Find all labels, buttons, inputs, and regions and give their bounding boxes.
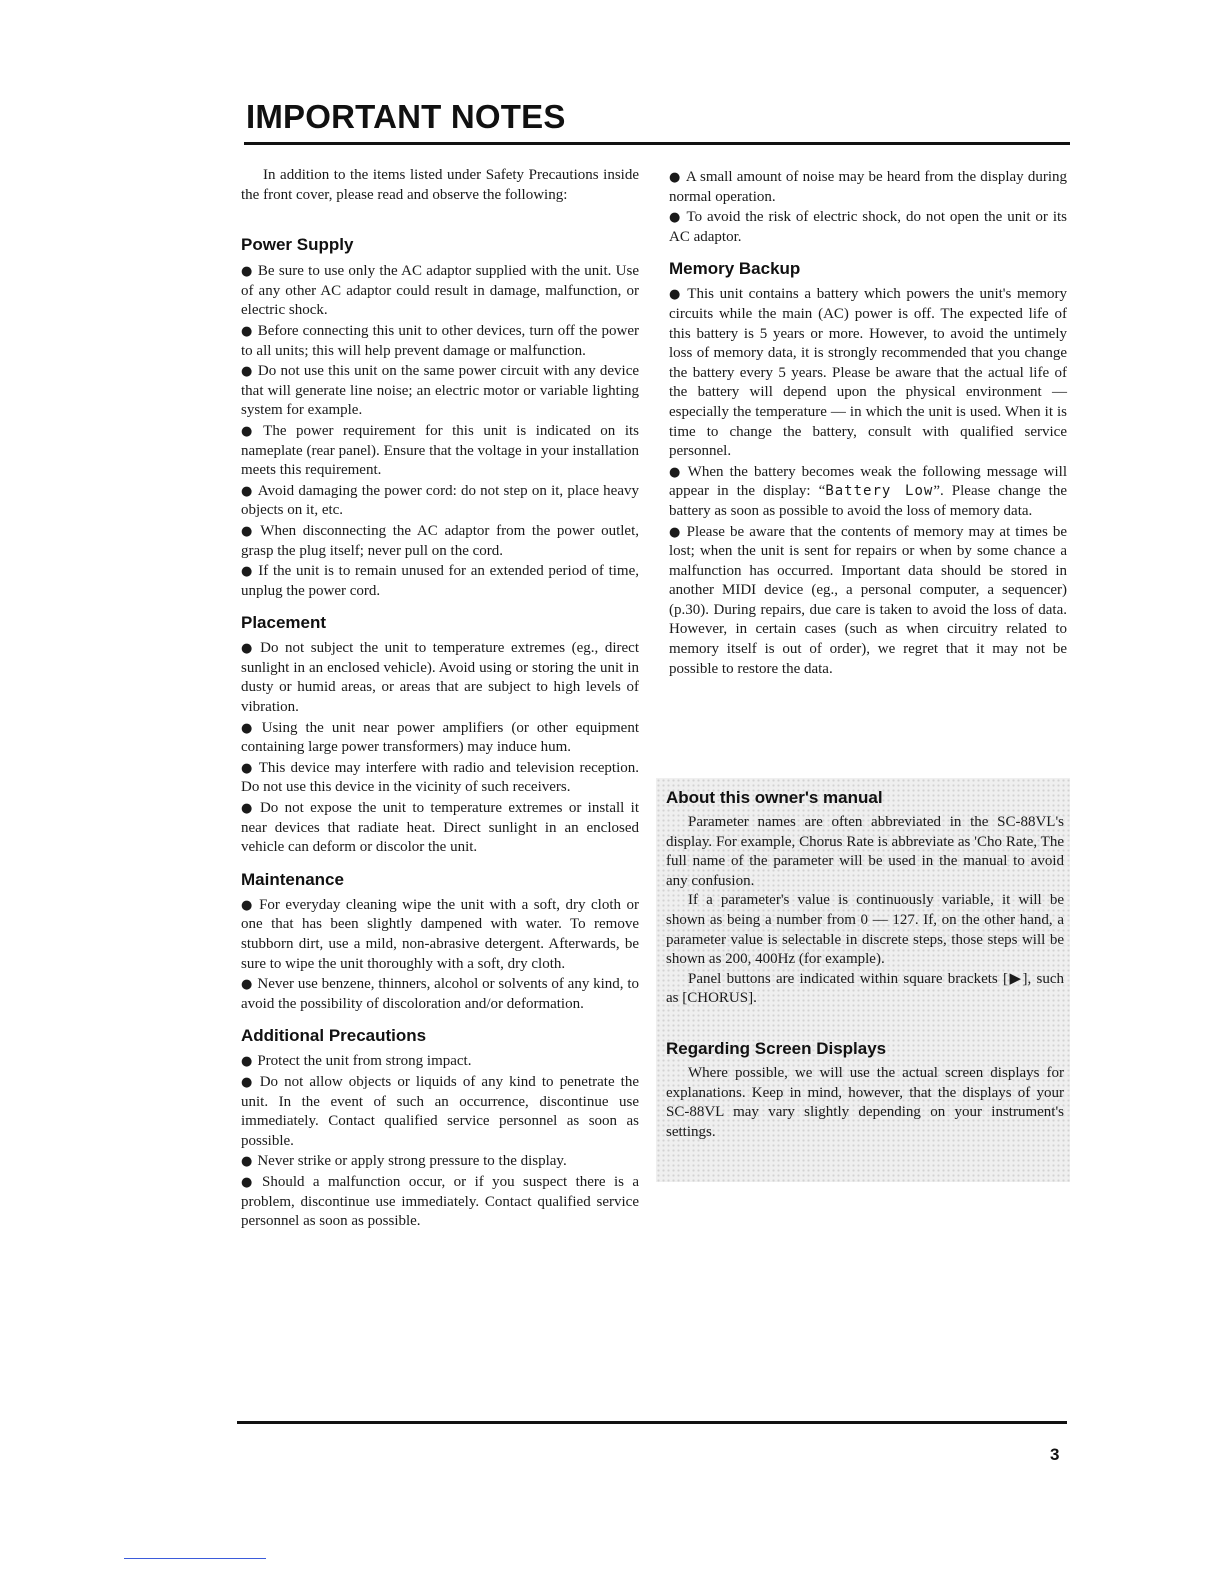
list-item: ● For everyday cleaning wipe the unit with a soft, dry cloth or one that has been slightly dampened with water. To remove stubborn dirt, use a mild, non-abrasive detergent. Afterwards, be sure to wipe the unit thoroughly with a soft, dry cloth. xyxy=(241,896,639,972)
list-item: ● Do not expose the unit to temperature extremes or install it near devices that radiate heat. Direct sunlight in an enclosed vehicle can deform or discolor the unit. xyxy=(241,800,640,856)
bullet-icon: ● xyxy=(241,1074,255,1090)
about-manual-heading: About this owner's manual xyxy=(666,788,883,807)
bullet-icon: ● xyxy=(669,210,682,226)
bullet-icon: ● xyxy=(241,264,253,280)
additional-precautions-heading: Additional Precautions xyxy=(241,1026,427,1046)
right-column xyxy=(669,168,1067,680)
bullet-icon: ● xyxy=(241,977,253,993)
bullet-icon: ● xyxy=(241,1174,257,1190)
list-item: ● This unit contains a battery which powers the unit's memory circuits while the main (AC) power is off. The expected life of this battery is 5 years or more. However, to avoid the untimely loss of memory data, it is strongly recommended that you change the battery every 5 years. Please be aware that the actual life of the battery will depend upon the physical environment — especially the temperature — in which the unit is used. When it is time to change the battery, consult with qualified service personnel. xyxy=(669,286,1068,460)
bullet-icon: ● xyxy=(241,323,253,339)
placement-list xyxy=(241,639,639,858)
placement-heading: Placement xyxy=(241,613,327,633)
screen-displays-heading: Regarding Screen Displays xyxy=(666,1038,887,1058)
about-manual-paragraph: If a parameter's value is continuously variable, it will be shown as being a number from 0 — 127. If, on the other hand, a parameter value is selectable in discrete steps, those steps will be shown as 200, 400Hz (for example). xyxy=(666,892,1064,968)
list-item: ● Using the unit near power amplifiers (or other equipment containing large power transformers) may induce hum. xyxy=(241,719,639,756)
list-item: ● When disconnecting the AC adaptor from the power outlet, grasp the plug itself; never pull on the cord. xyxy=(241,522,640,559)
list-item: ● Never use benzene, thinners, alcohol or solvents of any kind, to avoid the possibility of discoloration and/or deformation. xyxy=(241,976,639,1012)
list-item: ● Avoid damaging the power cord: do not step on it, place heavy objects on it, etc. xyxy=(241,482,639,519)
list-item: ● To avoid the risk of electric shock, do not open the unit or its AC adaptor. xyxy=(669,209,1067,245)
display-notes-list xyxy=(669,168,1067,247)
power-supply-heading: Power Supply xyxy=(241,235,354,255)
list-item: ● The power requirement for this unit is indicated on its nameplate (rear panel). Ensure that the voltage in your installation meets this requirement. xyxy=(241,422,640,479)
bullet-icon: ● xyxy=(669,170,681,185)
list-item: ● Do not allow objects or liquids of any kind to penetrate the unit. In the event of such an occurrence, discontinue use immediately. Contact qualified service personnel as soon as possible. xyxy=(241,1073,640,1149)
manual-info-content xyxy=(666,788,1064,1142)
list-item: ● Do not use this unit on the same power circuit with any device that will generate line noise; an electric motor or variable lighting system for example. xyxy=(241,363,640,419)
about-manual-paragraph: Panel buttons are indicated within square brackets [▶], such as [CHORUS]. xyxy=(666,970,1064,1007)
memory-backup-list xyxy=(669,285,1067,679)
bullet-icon: ● xyxy=(241,760,254,776)
page-number: 3 xyxy=(1050,1445,1060,1464)
intro-paragraph: In addition to the items listed under Safety Precautions inside the front cover, please read and observe the following: xyxy=(241,167,639,203)
list-item: ● Before connecting this unit to other devices, turn off the power to all units; this will help prevent damage or malfunction. xyxy=(241,322,639,359)
bullet-icon: ● xyxy=(241,720,257,736)
bullet-icon: ● xyxy=(241,423,259,439)
list-item: ● Do not subject the unit to temperature extremes (eg., direct sunlight in an enclosed vehicle). Avoid using or storing the unit in dusty or humid areas, or areas that are subject to high levels of vibration. xyxy=(241,640,639,716)
list-item: ● If the unit is to remain unused for an extended period of time, unplug the power cord. xyxy=(241,563,639,599)
footer-rule xyxy=(237,1421,1067,1424)
bullet-icon: ● xyxy=(241,364,253,380)
page-title: IMPORTANT NOTES xyxy=(246,98,566,135)
bullet-icon: ● xyxy=(669,464,683,480)
bullet-icon: ● xyxy=(669,524,682,540)
memory-backup-heading: Memory Backup xyxy=(669,259,801,279)
list-item: ● Should a malfunction occur, or if you suspect there is a problem, discontinue use immediately. Contact qualified service personnel as soon as possible. xyxy=(241,1173,639,1230)
about-manual-paragraph: Parameter names are often abbreviated in the SC-88VL's display. For example, Chorus Rate is abbreviate as 'Cho Rate, The full name of the parameter will be used in the manual to avoid any confusion. xyxy=(666,814,1064,889)
additional-precautions-list xyxy=(241,1052,639,1231)
bullet-icon: ● xyxy=(241,483,253,499)
bullet-icon: ● xyxy=(669,287,683,303)
bullet-icon: ● xyxy=(241,1154,253,1170)
footnote-separator xyxy=(124,1558,266,1559)
list-item: ● Protect the unit from strong impact. xyxy=(241,1053,472,1070)
bullet-icon: ● xyxy=(241,564,254,580)
bullet-icon: ● xyxy=(241,641,256,657)
list-item: ● Never strike or apply strong pressure to the display. xyxy=(241,1153,567,1170)
lcd-display-text: Battery Low xyxy=(825,483,934,500)
maintenance-heading: Maintenance xyxy=(241,869,344,889)
power-supply-list xyxy=(241,262,639,601)
bullet-icon: ● xyxy=(241,897,255,913)
screen-displays-paragraph: Where possible, we will use the actual screen displays for explanations. Keep in mind, however, that the displays of your SC-88VL may vary slightly depending on your instrument's settings. xyxy=(666,1064,1064,1140)
list-item: ● Be sure to use only the AC adaptor supplied with the unit. Use of any other AC adaptor could result in damage, malfunction, or electric shock. xyxy=(241,263,640,319)
list-item: ● A small amount of noise may be heard from the display during normal operation. xyxy=(669,169,1068,205)
bullet-icon: ● xyxy=(241,801,255,817)
list-item: ● Please be aware that the contents of memory may at times be lost; when the unit is sent for repairs or when by some chance a malfunction has occurred. Important data should be stored in another MIDI device (eg., a personal computer, a sequencer)(p.30). During repairs, due care is taken to avoid the loss of data. However, in certain cases (such as when circuitry related to memory itself is out of order), we regret that it may not be possible to restore the data. xyxy=(669,523,1068,677)
title-rule xyxy=(244,142,1070,145)
list-item: ● This device may interfere with radio and television reception. Do not use this device in the vicinity of such receivers. xyxy=(241,759,639,796)
left-column xyxy=(241,166,639,1233)
bullet-icon: ● xyxy=(241,1054,253,1070)
manual-info-box xyxy=(656,778,1070,1182)
maintenance-list xyxy=(241,896,639,1015)
list-item: ● When the battery becomes weak the following message will appear in the display: “Battery Low”. Please change the battery as soon as possible to avoid the loss of memory data. xyxy=(669,463,1068,519)
bullet-icon: ● xyxy=(241,523,256,539)
